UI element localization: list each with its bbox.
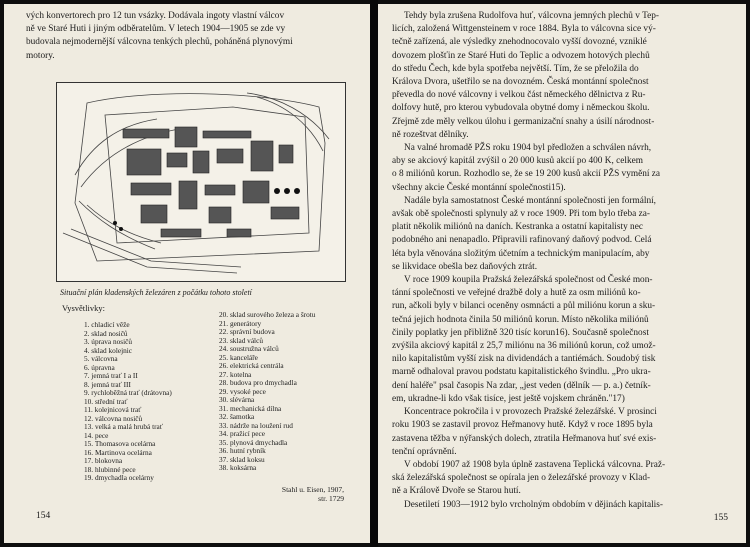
text-line: aby se akciový kapitál zvýšil o 20 000 kusů akcií po 400 K, celkem [392, 156, 643, 167]
legend-item: 27. kotelna [219, 369, 252, 379]
text-line: Králova Dvora, ušetřilo se na dovozném. Česká montánní společnost [392, 77, 649, 88]
legend-item: 15. Thomasova ocelárna [84, 439, 156, 448]
book-gutter [370, 0, 378, 547]
legend-item: 17. blokovna [84, 456, 123, 465]
legend-item: 34. pražicí pece [219, 429, 265, 438]
legend-item: 32. šamotka [219, 412, 255, 421]
legend-item: 22. správní budova [219, 327, 275, 336]
legend-item: 26. elektrická centrála [219, 361, 284, 370]
map-caption: Situační plán kladenských železáren z počátku tohoto století [60, 288, 252, 297]
paragraph [392, 499, 726, 512]
text-line: avšak obě společnosti splynuly až v roce 1909. Při tom bylo třeba za- [392, 209, 650, 220]
text-line: ně rozeštvat dělníky. [392, 129, 469, 140]
text-line: zastavena těžba v nýřanských dolech, ztratila Heřmanova huť své exis- [392, 433, 657, 444]
text-line: Nadále byla samostatnost České montánní společnosti jen formální, [404, 195, 656, 206]
page-number-right: 155 [713, 513, 728, 523]
paragraph [392, 406, 726, 459]
text-line: činily poplatky jen přibližně 320 tisíc korun16). Současně společnost [392, 327, 649, 338]
text-line: motory. [26, 50, 55, 61]
page-number-left: 154 [36, 511, 51, 521]
legend-item: 38. koksárna [219, 463, 257, 472]
legend-item: 31. mechanická dílna [219, 403, 282, 413]
text-line: budovala nejmodernější válcovna tenkých plechů, poháněná plynovými [26, 37, 293, 48]
text-line: run, ačkoli byly v bilanci oceněny osmnácti a půl miliónu korun a sku- [392, 301, 656, 312]
legend-item: 7. jemná trať I a II [84, 371, 138, 380]
legend-item: 16. Martinova ocelárna [84, 447, 152, 457]
text-line: Koncentrace pokročila i v provozech Pražské železářské. V prosinci [404, 407, 657, 418]
text-line: do středu Čech, kde byla spotřeba největší. Tím, že se přeložila do [392, 63, 639, 74]
legend-item: 11. kolejnicová trať [84, 405, 142, 414]
paragraph [392, 10, 726, 142]
legend-item: 13. velká a malá hrubá trať [84, 422, 163, 431]
legend-item: 2. sklad nosičů [84, 328, 128, 338]
paragraph [392, 195, 726, 274]
site-plan-drawing [57, 83, 345, 281]
legend-item: 9. rychloběžná trať (drátovna) [84, 388, 172, 397]
text-line: dovozem plošťin ze Staré Huti do Teplic a odvozem hotových plechů [392, 50, 650, 61]
text-line: zvýšila akciový kapitál z 25,7 miliónu na 36 miliónů korun, což umož- [392, 341, 656, 352]
legend-item: 33. nádrže na loužení rud [219, 420, 293, 430]
legend-item: 10. střední trať [84, 396, 128, 406]
legend-item: 19. dmychadla ocelárny [84, 473, 154, 482]
text-line: tenční oprávnění. [392, 446, 457, 457]
text-line: podobného ani nenapadlo. Připravili rafinovaný daňový podvod. Celá [392, 235, 652, 246]
legend-item: 35. plynová dmychadla [219, 437, 288, 447]
text-line: roku 1903 se zastavil provoz Heřmanovy hutě. Když v roce 1895 byla [392, 420, 653, 431]
site-plan-map [56, 82, 346, 282]
text-line: ská železářská společnost se opírala jen o železářské provozy v Klad- [392, 473, 651, 484]
legend-item: 20. sklad surového železa a šrotu [219, 310, 316, 319]
legend-item: 6. úpravna [84, 362, 115, 372]
text-line: tečně zařízená, ale výsledky znehodnocovalo vyšší dovozné, vzniklé [392, 37, 647, 48]
text-line: em, ukradne-li kdo však tisíce, jest ještě vojskem chráněn."17) [392, 393, 625, 404]
text-line: V období 1907 až 1908 byla úplně zastavena Teplická válcovna. Praž- [404, 459, 666, 470]
text-line: nilo kapitalistům vyšší zisk na dividendách a tantiémách. Soudobý tisk [392, 354, 656, 365]
legend-item: 12. válcovna nosičů [84, 413, 143, 423]
legend-title: Vysvětlivky: [62, 303, 105, 313]
text-line: marně odhaloval pravou podstatu kapitalistického švindlu. „Pro ukra- [392, 367, 651, 378]
text-line: léta byla věnována složitým účetním a technickým manipulacím, aby [392, 248, 650, 259]
text-line: o 8 miliónů korun. Rozhodlo se, že se 19 200 kusů akcií PŽS vymění za [392, 169, 661, 180]
text-line: všechny akcie České montánní společnosti15). [392, 182, 566, 193]
legend-item: 28. budova pro dmychadla [219, 378, 297, 387]
legend-item: 36. hutní rybník [219, 446, 266, 455]
legend-item: 5. válcovna [84, 354, 118, 363]
text-line: tánní společnosti ve veřejné dražbě doly a hutě za osm miliónů ko- [392, 288, 641, 299]
paragraph [392, 142, 726, 195]
legend-column-right [219, 311, 349, 473]
text-line: str. 1729 [318, 494, 344, 503]
text-line: V roce 1909 koupila Pražská železářská společnost od České mon- [404, 275, 653, 286]
legend-item: 4. sklad kolejnic [84, 345, 133, 355]
text-line: Stahl u. Eisen, 1907, [281, 485, 344, 494]
left-top-paragraph [26, 10, 358, 63]
paragraph [392, 459, 726, 499]
text-line: tečná jejich hodnota činila 50 miliónů korun. Místo několika miliónů [392, 314, 649, 325]
legend-item: 1. chladicí věže [84, 320, 130, 329]
text-line: ně ve Staré Huti i jiným odběratelům. V letech 1904—1905 se zde vy [26, 24, 286, 35]
text-line: Tehdy byla zrušena Rudolfova huť, válcovna jemných plechů v Tep- [404, 11, 659, 21]
text-line: vých konvertorech pro 12 tun vsázky. Dodávala ingoty vlastní válcov [26, 11, 285, 21]
legend-column-left [84, 321, 219, 483]
legend-item: 18. hlubinné pece [84, 464, 136, 474]
text-line: Zřejmě zde měly velkou úlohu i germanizační snahy a úsilí národnost- [392, 116, 655, 127]
text-line: dolfovy hutě, pro kterou vybudovala obytné domy i německou školu. [392, 103, 650, 114]
paragraph [392, 274, 726, 406]
right-page-body [392, 10, 726, 512]
left-page [4, 4, 370, 543]
legend-item: 8. jemná trať III [84, 379, 131, 389]
text-line: licích, založená Wittgensteinem v roce 1884. Byla to válcovna sice vý- [392, 24, 656, 35]
legend-item: 24. soustružna válců [219, 344, 279, 353]
text-line: platit několik miliónů na daních. Kestranka a ostatní kapitalisty nec [392, 222, 643, 233]
legend-item: 25. kanceláře [219, 352, 258, 362]
legend-item: 14. pece [84, 430, 109, 440]
legend-item: 37. sklad koksu [219, 454, 265, 464]
legend-item: 21. generátory [219, 318, 262, 328]
legend-item: 29. vysoké pece [219, 386, 266, 396]
legend-item: 23. sklad válců [219, 335, 263, 345]
source-citation [264, 485, 344, 503]
text-line: ně a Králově Dvoře se Starou hutí. [392, 486, 521, 497]
legend-item: 30. slévárna [219, 395, 255, 404]
right-page [378, 4, 746, 543]
text-line: dení haléře" psal časopis Na zdar, „jest veden (dělník — p. a.) četník- [392, 380, 651, 391]
text-line: Na valné hromadě PŽS roku 1904 byl předložen a schválen návrh, [404, 143, 652, 154]
legend-item: 3. úprava nosičů [84, 337, 133, 346]
text-line: Desetiletí 1903—1912 bylo vrcholným obdobím v dějinách kapitalis- [404, 499, 663, 510]
text-line: se likvidace obešla bez daňových ztrát. [392, 261, 538, 272]
text-line: převedla do nové válcovny i velkou část německého dělnictva z Ru- [392, 90, 646, 101]
